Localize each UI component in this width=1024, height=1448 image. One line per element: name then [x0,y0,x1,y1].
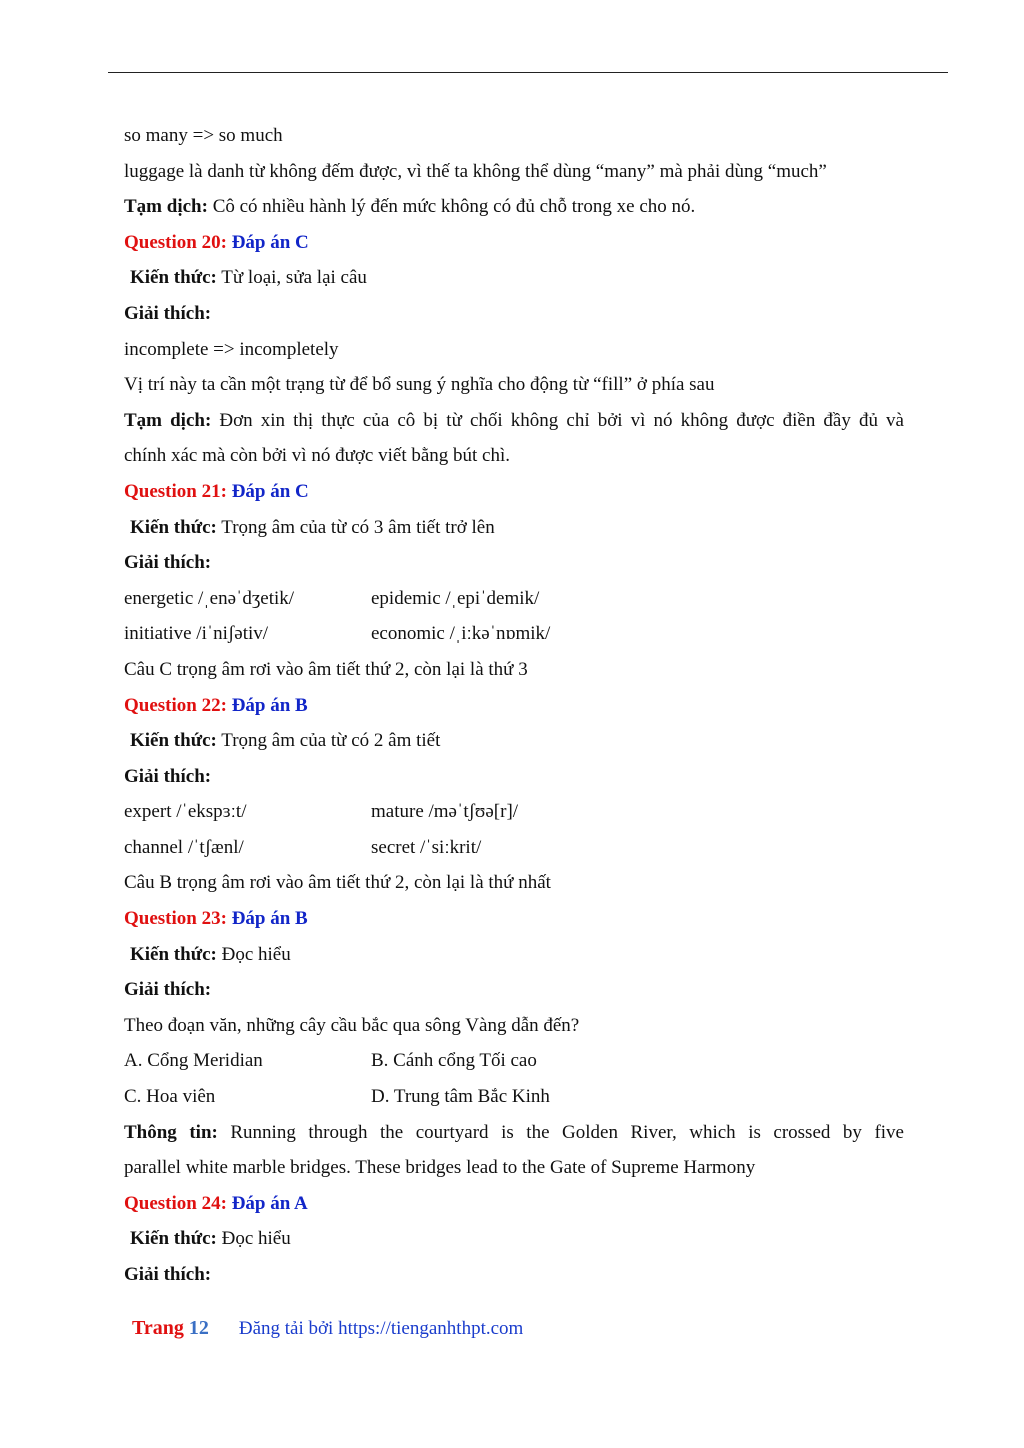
page-label [132,1317,209,1339]
text-line: Câu C trọng âm rơi vào âm tiết thứ 2, còn lại là thứ 3 [124,658,528,680]
text-line: luggage là danh từ không đếm được, vì thế ta không thể dùng “many” mà phải dùng “much” [124,160,827,182]
knowledge-line [124,937,904,973]
question-heading-20 [124,225,904,261]
answer-label: Đáp án C [231,480,309,502]
question-heading-23 [124,901,904,937]
page-word: Trang [132,1317,189,1339]
word-pair-row [124,616,904,652]
text-line: Câu B trọng âm rơi vào âm tiết thứ 2, còn lại là thứ nhất [124,872,551,894]
knowledge-label: Kiến thức: [130,1228,217,1250]
option-row [124,1043,904,1079]
question-heading-21 [124,474,904,510]
page-number: 12 [188,1317,209,1339]
knowledge-line [124,260,904,296]
word-cell: epidemic /ˌepiˈdemik/ [371,587,540,609]
document-body [124,118,904,1293]
header-rule [108,72,948,73]
question-title: Question 20: [124,231,232,253]
word-cell: expert /ˈekspɜːt/ [124,801,247,823]
text-line: parallel white marble bridges. These bridges lead to the Gate of Supreme Harmony [124,1157,756,1179]
knowledge-line [124,723,904,759]
page-footer [132,1312,523,1344]
knowledge-label: Kiến thức: [130,267,217,289]
question-heading-24 [124,1186,904,1222]
word-cell: initiative /iˈniʃətiv/ [124,623,269,645]
option-cell: C. Hoa viên [124,1086,216,1108]
explanation-label: Giải thích: [124,765,212,787]
knowledge-text: Trọng âm của từ có 3 âm tiết trở lên [216,516,495,538]
option-cell: D. Trung tâm Bắc Kinh [371,1086,550,1108]
text-line: incomplete => incompletely [124,338,339,360]
translation-text: Cô có nhiều hành lý đến mức không có đủ chỗ trong xe cho nó. [207,196,696,218]
option-cell: B. Cánh cổng Tối cao [371,1050,537,1072]
knowledge-label: Kiến thức: [130,730,217,752]
knowledge-line [124,1221,904,1257]
explanation-label: Giải thích: [124,552,212,574]
knowledge-text: Từ loại, sửa lại câu [216,267,367,289]
translation-text: Đơn xin thị thực của cô bị từ chối không chỉ bởi vì nó không được điền đầy đủ và [211,409,904,431]
word-pair-row [124,794,904,830]
option-cell: A. Cổng Meridian [124,1050,263,1072]
answer-label: Đáp án B [231,908,308,930]
translation-label: Tạm dịch: [124,409,212,431]
answer-label: Đáp án B [231,694,308,716]
option-row [124,1079,904,1115]
text-line: Theo đoạn văn, những cây cầu bắc qua sông Vàng dẫn đến? [124,1014,580,1036]
word-cell: economic /ˌiːkəˈnɒmik/ [371,623,551,645]
knowledge-text: Trọng âm của từ có 2 âm tiết [216,730,441,752]
word-pair-row [124,830,904,866]
question-title: Question 24: [124,1192,232,1214]
knowledge-text: Đọc hiểu [216,943,291,965]
knowledge-label: Kiến thức: [130,943,217,965]
word-cell: energetic /ˌenəˈdʒetik/ [124,587,295,609]
info-text: Running through the courtyard is the Golden River, which is crossed by five [217,1121,904,1143]
question-title: Question 23: [124,908,232,930]
answer-label: Đáp án A [231,1192,308,1214]
word-pair-row [124,581,904,617]
uploaded-by-link[interactable]: Đăng tải bởi https://tienganhthpt.com [238,1318,524,1339]
translation-line [124,189,904,225]
info-line [124,1115,904,1151]
translation-label: Tạm dịch: [124,196,208,218]
word-cell: channel /ˈtʃænl/ [124,836,244,858]
text-line: Vị trí này ta cần một trạng từ để bổ sung ý nghĩa cho động từ “fill” ở phía sau [124,374,715,396]
question-title: Question 22: [124,694,232,716]
knowledge-label: Kiến thức: [130,516,217,538]
knowledge-text: Đọc hiểu [216,1228,291,1250]
question-title: Question 21: [124,480,232,502]
word-cell: mature /məˈtʃʊə[r]/ [371,801,519,823]
explanation-label: Giải thích: [124,302,212,324]
knowledge-line [124,510,904,546]
word-cell: secret /ˈsiːkrit/ [371,836,482,858]
info-label: Thông tin: [124,1121,218,1143]
translation-line [124,403,904,439]
question-heading-22 [124,688,904,724]
text-line: chính xác mà còn bởi vì nó được viết bằng bút chì. [124,445,511,467]
answer-label: Đáp án C [231,231,309,253]
explanation-label: Giải thích: [124,1264,212,1285]
text-line: so many => so much [124,125,283,146]
explanation-label: Giải thích: [124,979,212,1001]
